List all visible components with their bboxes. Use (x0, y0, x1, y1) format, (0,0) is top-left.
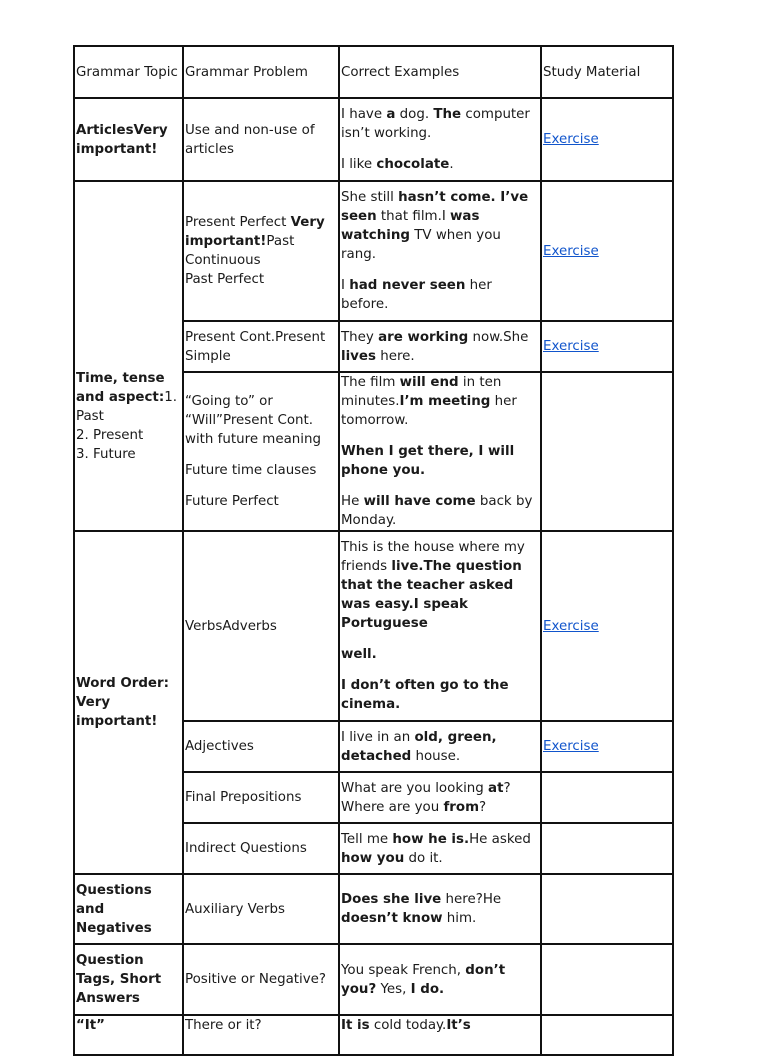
topic-it: “It” (74, 1015, 183, 1055)
topic-questions: Questions and Negatives (74, 874, 183, 944)
material-cell (541, 372, 673, 531)
example-line: I don’t often go to the cinema. (341, 678, 509, 712)
problem-cell: Present Perfect Very important!Past Continuous Past Perfect (183, 181, 339, 321)
examples-cell (339, 98, 541, 181)
exercise-link[interactable]: Exercise (543, 132, 599, 147)
header-material: Study Material (541, 46, 673, 98)
problem-cell: VerbsAdverbs (183, 531, 339, 721)
material-cell (541, 181, 673, 321)
example-line: She still hasn’t come. I’ve seen that film.I was watching TV when you rang. (341, 190, 529, 262)
problem-cell: Use and non-use of articles (183, 98, 339, 181)
table-row (74, 98, 673, 181)
example-line: This is the house where my friends live.The question that the teacher asked was easy.I speak Portuguese (341, 540, 525, 631)
examples-cell (339, 372, 541, 531)
problem-cell: “Going to” or “Will”Present Cont. with future meaning Future time clauses Future Perfect (183, 372, 339, 531)
material-cell (541, 944, 673, 1015)
problem-cell: Final Prepositions (183, 772, 339, 823)
topic-time-tense: Time, tense and aspect:1. Past 2. Present 3. Future (74, 181, 183, 531)
examples-cell: What are you looking at? Where are you from? (339, 772, 541, 823)
material-cell (541, 721, 673, 772)
examples-cell: Tell me how he is.He asked how you do it. (339, 823, 541, 874)
example-line: He will have come back by Monday. (341, 494, 533, 528)
material-cell (541, 823, 673, 874)
examples-cell (339, 181, 541, 321)
table-row (74, 874, 673, 944)
topic-question-tags: Question Tags, Short Answers (74, 944, 183, 1015)
material-cell (541, 98, 673, 181)
example-line: well. (341, 647, 377, 662)
header-examples: Correct Examples (339, 46, 541, 98)
problem-cell: Positive or Negative? (183, 944, 339, 1015)
exercise-link[interactable]: Exercise (543, 739, 599, 754)
material-cell (541, 1015, 673, 1055)
material-cell (541, 321, 673, 372)
grammar-table (73, 45, 674, 1056)
problem-cell: Adjectives (183, 721, 339, 772)
example-line: I have a dog. The computer isn’t working. (341, 107, 530, 141)
exercise-link[interactable]: Exercise (543, 243, 599, 259)
example-line: When I get there, I will phone you. (341, 444, 515, 478)
examples-cell (339, 531, 541, 721)
examples-cell: It is cold today.It’s (339, 1015, 541, 1055)
header-problem: Grammar Problem (183, 46, 339, 98)
topic-word-order: Word Order: Very important! (74, 531, 183, 874)
example-line: The film will end in ten minutes.I’m meeting her tomorrow. (341, 375, 517, 428)
material-cell (541, 772, 673, 823)
header-topic: Grammar Topic (74, 46, 183, 98)
problem-cell: There or it? (183, 1015, 339, 1055)
example-line: I had never seen her before. (341, 278, 492, 312)
exercise-link[interactable]: Exercise (543, 339, 599, 354)
table-row (74, 181, 673, 321)
table-row (74, 531, 673, 721)
example-line: I like chocolate. (341, 157, 454, 172)
problem-cell: Auxiliary Verbs (183, 874, 339, 944)
examples-cell: Does she live here?He doesn’t know him. (339, 874, 541, 944)
material-cell (541, 531, 673, 721)
examples-cell: You speak French, don’t you? Yes, I do. (339, 944, 541, 1015)
examples-cell: I live in an old, green, detached house. (339, 721, 541, 772)
examples-cell: They are working now.She lives here. (339, 321, 541, 372)
exercise-link[interactable]: Exercise (543, 618, 599, 634)
problem-cell: Present Cont.Present Simple (183, 321, 339, 372)
table-row (74, 1015, 673, 1055)
table-row (74, 944, 673, 1015)
topic-articles: ArticlesVery important! (74, 98, 183, 181)
header-row (74, 46, 673, 98)
material-cell (541, 874, 673, 944)
problem-cell: Indirect Questions (183, 823, 339, 874)
